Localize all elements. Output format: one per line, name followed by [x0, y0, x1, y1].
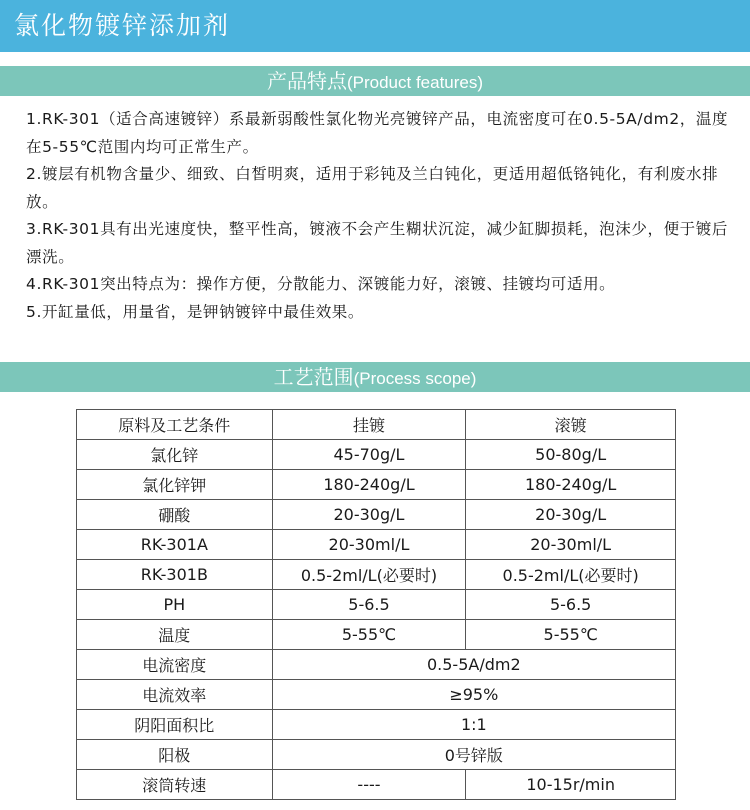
table-row [77, 530, 676, 560]
row-label: 阴阳面积比 [77, 710, 273, 740]
feature-item: 3.RK-301具有出光速度快，整平性高，镀液不会产生糊状沉淀，减少缸脚损耗，泡沫少，便于镀后漂洗。 [26, 220, 728, 266]
row-label: 氯化锌钾 [77, 470, 273, 500]
feature-item: 5.开缸量低，用量省，是钾钠镀锌中最佳效果。 [26, 302, 364, 321]
barrel-value: 0.5-2ml/L(必要时) [466, 560, 676, 590]
rack-value: 5-55℃ [272, 620, 466, 650]
features-header-cn: 产品特点 [266, 69, 347, 93]
header-cell: 滚镀 [466, 410, 676, 440]
barrel-value: 180-240g/L [466, 470, 676, 500]
table-row [77, 470, 676, 500]
rack-value: 45-70g/L [272, 440, 466, 470]
row-label: 滚筒转速 [77, 770, 273, 800]
features-header [0, 66, 750, 96]
table-row [77, 650, 676, 680]
table-row [77, 500, 676, 530]
table-row [77, 440, 676, 470]
page-title: 氯化物镀锌添加剂 [0, 0, 750, 52]
rack-value: 20-30g/L [272, 500, 466, 530]
barrel-value: 5-55℃ [466, 620, 676, 650]
barrel-value: 20-30g/L [466, 500, 676, 530]
row-label: RK-301B [77, 560, 273, 590]
table-row [77, 590, 676, 620]
merged-value: 0.5-5A/dm2 [272, 650, 675, 680]
rack-value: 0.5-2ml/L(必要时) [272, 560, 466, 590]
feature-item: 2.镀层有机物含量少、细致、白皙明爽，适用于彩钝及兰白钝化，更适用超低铬钝化，有利废水排放。 [26, 165, 719, 211]
rack-value: 180-240g/L [272, 470, 466, 500]
row-label: 硼酸 [77, 500, 273, 530]
barrel-value: 5-6.5 [466, 590, 676, 620]
row-label: RK-301A [77, 530, 273, 560]
table-header-row [77, 410, 676, 440]
merged-value: 1:1 [272, 710, 675, 740]
table-row [77, 710, 676, 740]
process-header-cn: 工艺范围 [273, 365, 354, 389]
row-label: 电流密度 [77, 650, 273, 680]
process-header-en: (Process scope) [353, 369, 477, 388]
barrel-value: 10-15r/min [466, 770, 676, 800]
process-header [0, 362, 750, 392]
rack-value: 20-30ml/L [272, 530, 466, 560]
barrel-value: 50-80g/L [466, 440, 676, 470]
features-header-en: (Product features) [346, 73, 484, 92]
feature-item: 4.RK-301突出特点为：操作方便，分散能力、深镀能力好，滚镀、挂镀均可适用。 [26, 275, 616, 293]
row-label: 氯化锌 [77, 440, 273, 470]
process-table [76, 409, 676, 800]
row-label: PH [77, 590, 273, 620]
table-row [77, 770, 676, 800]
features-list [26, 106, 738, 326]
row-label: 温度 [77, 620, 273, 650]
row-label: 阳极 [77, 740, 273, 770]
feature-item: 1.RK-301（适合高速镀锌）系最新弱酸性氯化物光亮镀锌产品，电流密度可在0.5-5A/dm2，温度在5-55℃范围内均可正常生产。 [26, 110, 729, 156]
table-row [77, 620, 676, 650]
table-row [77, 560, 676, 590]
table-row [77, 680, 676, 710]
barrel-value: 20-30ml/L [466, 530, 676, 560]
header-cell: 挂镀 [272, 410, 466, 440]
table-row [77, 740, 676, 770]
header-cell: 原料及工艺条件 [77, 410, 273, 440]
rack-value: ---- [272, 770, 466, 800]
merged-value: ≥95% [272, 680, 675, 710]
row-label: 电流效率 [77, 680, 273, 710]
rack-value: 5-6.5 [272, 590, 466, 620]
merged-value: 0号锌版 [272, 740, 675, 770]
